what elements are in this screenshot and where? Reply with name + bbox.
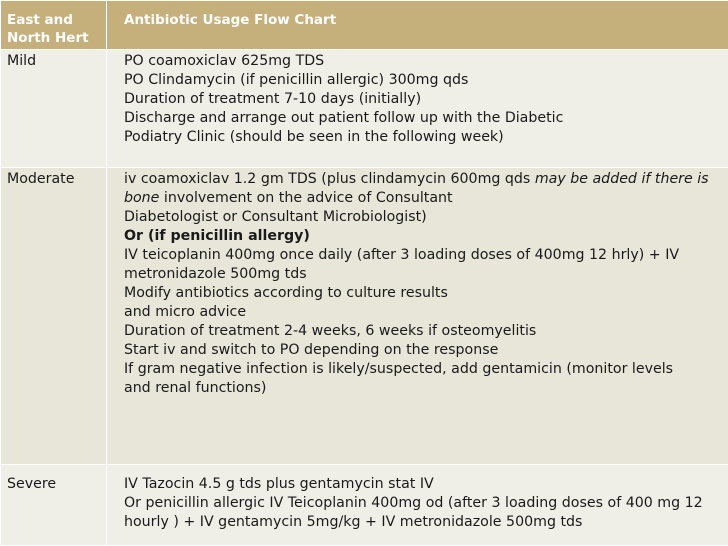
treatment-mild xyxy=(107,49,728,167)
page-title: Antibiotic Usage Flow Chart xyxy=(124,12,337,28)
treatment-line: Podiatry Clinic (should be seen in the following week) xyxy=(124,128,504,145)
table-header-row xyxy=(1,1,728,50)
treatment-text: involvement on the advice of Consultant xyxy=(159,190,453,207)
treatment-line: IV teicoplanin 400mg once daily (after 3 loading doses of 400mg 12 hrly) + IV xyxy=(124,247,680,264)
treatment-line: Duration of treatment 7-10 days (initially) xyxy=(124,90,422,107)
treatment-line: If gram negative infection is likely/suspected, add gentamicin (monitor levels xyxy=(124,361,674,378)
header-region-cell xyxy=(1,1,107,50)
treatment-moderate xyxy=(107,168,728,465)
treatment-severe xyxy=(107,465,728,546)
treatment-line: Or penicillin allergic IV Teicoplanin 400mg od (after 3 loading doses of 400 mg 12 xyxy=(124,495,703,511)
treatment-line: and micro advice xyxy=(124,304,247,321)
treatment-line: hourly ) + IV gentamycin 5mg/kg + IV metronidazole 500mg tds xyxy=(124,514,583,530)
treatment-line xyxy=(124,189,722,208)
table-row-severe xyxy=(1,465,728,546)
treatment-text: iv coamoxiclav 1.2 gm TDS (plus clindamycin 600mg qds xyxy=(124,171,535,188)
table-row-mild xyxy=(1,49,728,167)
treatment-line: Diabetologist or Consultant Microbiologist) xyxy=(124,209,427,226)
header-region-label: East and North Hert xyxy=(7,12,89,46)
treatment-line: and renal functions) xyxy=(124,380,267,397)
treatment-line: Modify antibiotics according to culture results xyxy=(124,285,448,302)
treatment-line: IV Tazocin 4.5 g tds plus gentamycin stat IV xyxy=(124,476,434,492)
treatment-italic-text: may be added if there is xyxy=(534,171,709,188)
treatment-line: metronidazole 500mg tds xyxy=(124,266,307,283)
treatment-line: Duration of treatment 2-4 weeks, 6 weeks if osteomyelitis xyxy=(124,323,537,340)
header-title-cell xyxy=(107,1,728,50)
treatment-line xyxy=(124,170,722,189)
treatment-line: PO coamoxiclav 625mg TDS xyxy=(124,52,325,69)
severity-label-moderate: Moderate xyxy=(1,168,107,465)
treatment-line: PO Clindamycin (if penicillin allergic) 300mg qds xyxy=(124,71,469,88)
severity-label-severe: Severe xyxy=(1,465,107,546)
severity-label-mild: Mild xyxy=(1,49,107,167)
table-row-moderate xyxy=(1,168,728,465)
penicillin-allergy-heading: Or (if penicillin allergy) xyxy=(124,228,310,245)
treatment-line: Discharge and arrange out patient follow up with the Diabetic xyxy=(124,109,564,126)
treatment-italic-text: bone xyxy=(124,190,160,207)
treatment-line: Start iv and switch to PO depending on the response xyxy=(124,342,499,359)
